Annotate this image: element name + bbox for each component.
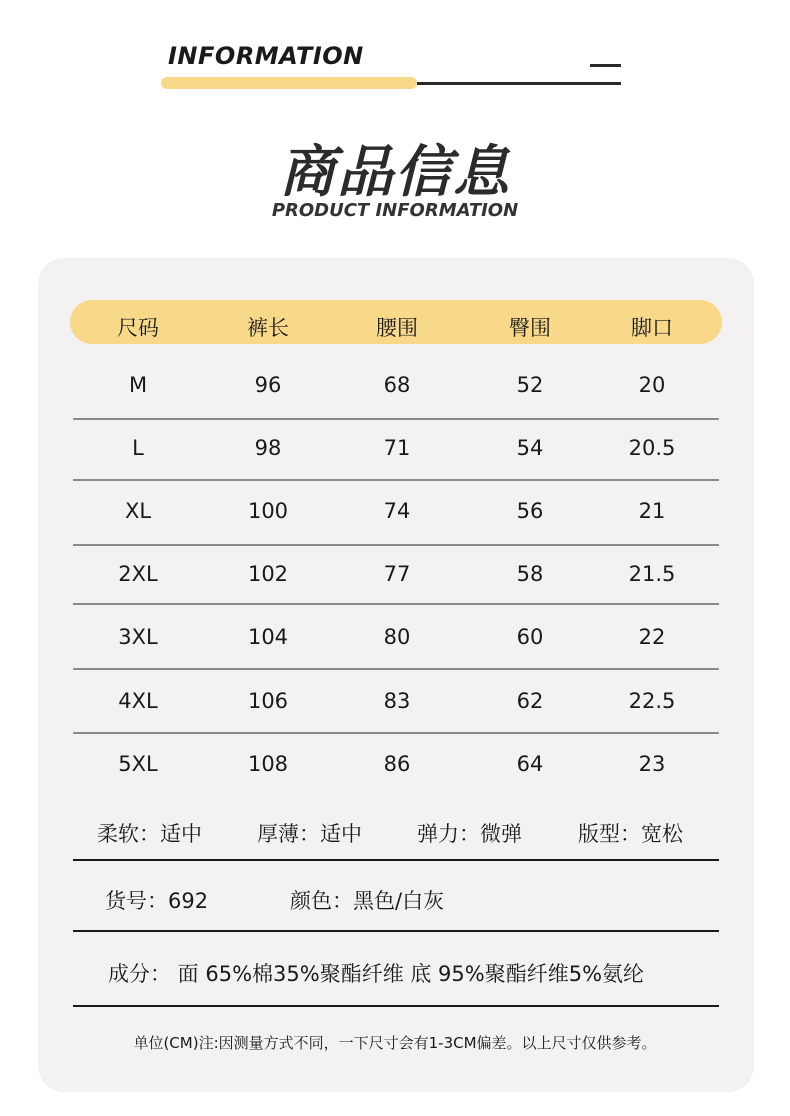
table-cell: 74	[383, 499, 411, 523]
divider-line	[417, 82, 621, 85]
row-divider	[73, 668, 719, 670]
table-cell: XL	[124, 499, 152, 523]
table-cell: 102	[247, 562, 289, 586]
row-divider	[73, 479, 719, 481]
section-divider	[73, 930, 719, 932]
table-cell: 106	[247, 689, 289, 713]
table-cell: 22	[638, 625, 666, 649]
section-divider	[73, 859, 719, 861]
table-cell: 83	[383, 689, 411, 713]
table-cell: 80	[383, 625, 411, 649]
column-header: 臀围	[509, 316, 551, 340]
table-cell: M	[128, 373, 148, 397]
table-cell: 86	[383, 752, 411, 776]
table-cell: 100	[247, 499, 289, 523]
table-cell: 71	[383, 436, 411, 460]
table-cell: 62	[516, 689, 544, 713]
table-cell: 108	[247, 752, 289, 776]
row-divider	[73, 418, 719, 420]
attribute-softness: 柔软：适中	[97, 822, 202, 846]
table-cell: 22.5	[628, 689, 676, 713]
table-cell: 4XL	[118, 689, 158, 713]
table-cell: 2XL	[118, 562, 158, 586]
table-cell: 5XL	[118, 752, 158, 776]
row-divider	[73, 544, 719, 546]
table-cell: 3XL	[118, 625, 158, 649]
table-cell: 20.5	[628, 436, 676, 460]
row-divider	[73, 732, 719, 734]
table-cell: 52	[516, 373, 544, 397]
table-cell: 64	[516, 752, 544, 776]
table-cell: 58	[516, 562, 544, 586]
dash-mark	[590, 64, 621, 67]
attribute-thickness: 厚薄：适中	[257, 822, 362, 846]
yellow-accent-bar	[161, 77, 417, 89]
composition: 成分： 面 65%棉35%聚酯纤维 底 95%聚酯纤维5%氨纶	[108, 962, 645, 986]
item-number: 货号：692	[105, 889, 209, 913]
attribute-fit: 版型：宽松	[578, 822, 683, 846]
page-subtitle: PRODUCT INFORMATION	[271, 200, 519, 221]
table-cell: 56	[516, 499, 544, 523]
column-header: 腰围	[376, 316, 418, 340]
table-cell: 96	[254, 373, 282, 397]
color-info: 颜色：黑色/白灰	[290, 889, 445, 913]
table-cell: 68	[383, 373, 411, 397]
page-title: 商品信息	[279, 140, 511, 205]
info-label: INFORMATION	[168, 42, 364, 70]
table-cell: 77	[383, 562, 411, 586]
table-cell: 60	[516, 625, 544, 649]
column-header: 脚口	[631, 316, 673, 340]
column-header: 裤长	[247, 316, 289, 340]
row-divider	[73, 603, 719, 605]
table-cell: 23	[638, 752, 666, 776]
table-cell: 104	[247, 625, 289, 649]
table-cell: 54	[516, 436, 544, 460]
measurement-note: 单位(CM)注:因测量方式不同，一下尺寸会有1-3CM偏差。以上尺寸仅供参考。	[133, 1034, 657, 1052]
table-cell: 20	[638, 373, 666, 397]
table-cell: L	[132, 436, 144, 460]
table-cell: 21.5	[628, 562, 676, 586]
attribute-elasticity: 弹力：微弹	[417, 822, 522, 846]
table-cell: 98	[254, 436, 282, 460]
table-cell: 21	[638, 499, 666, 523]
section-divider	[73, 1005, 719, 1007]
column-header: 尺码	[117, 316, 159, 340]
